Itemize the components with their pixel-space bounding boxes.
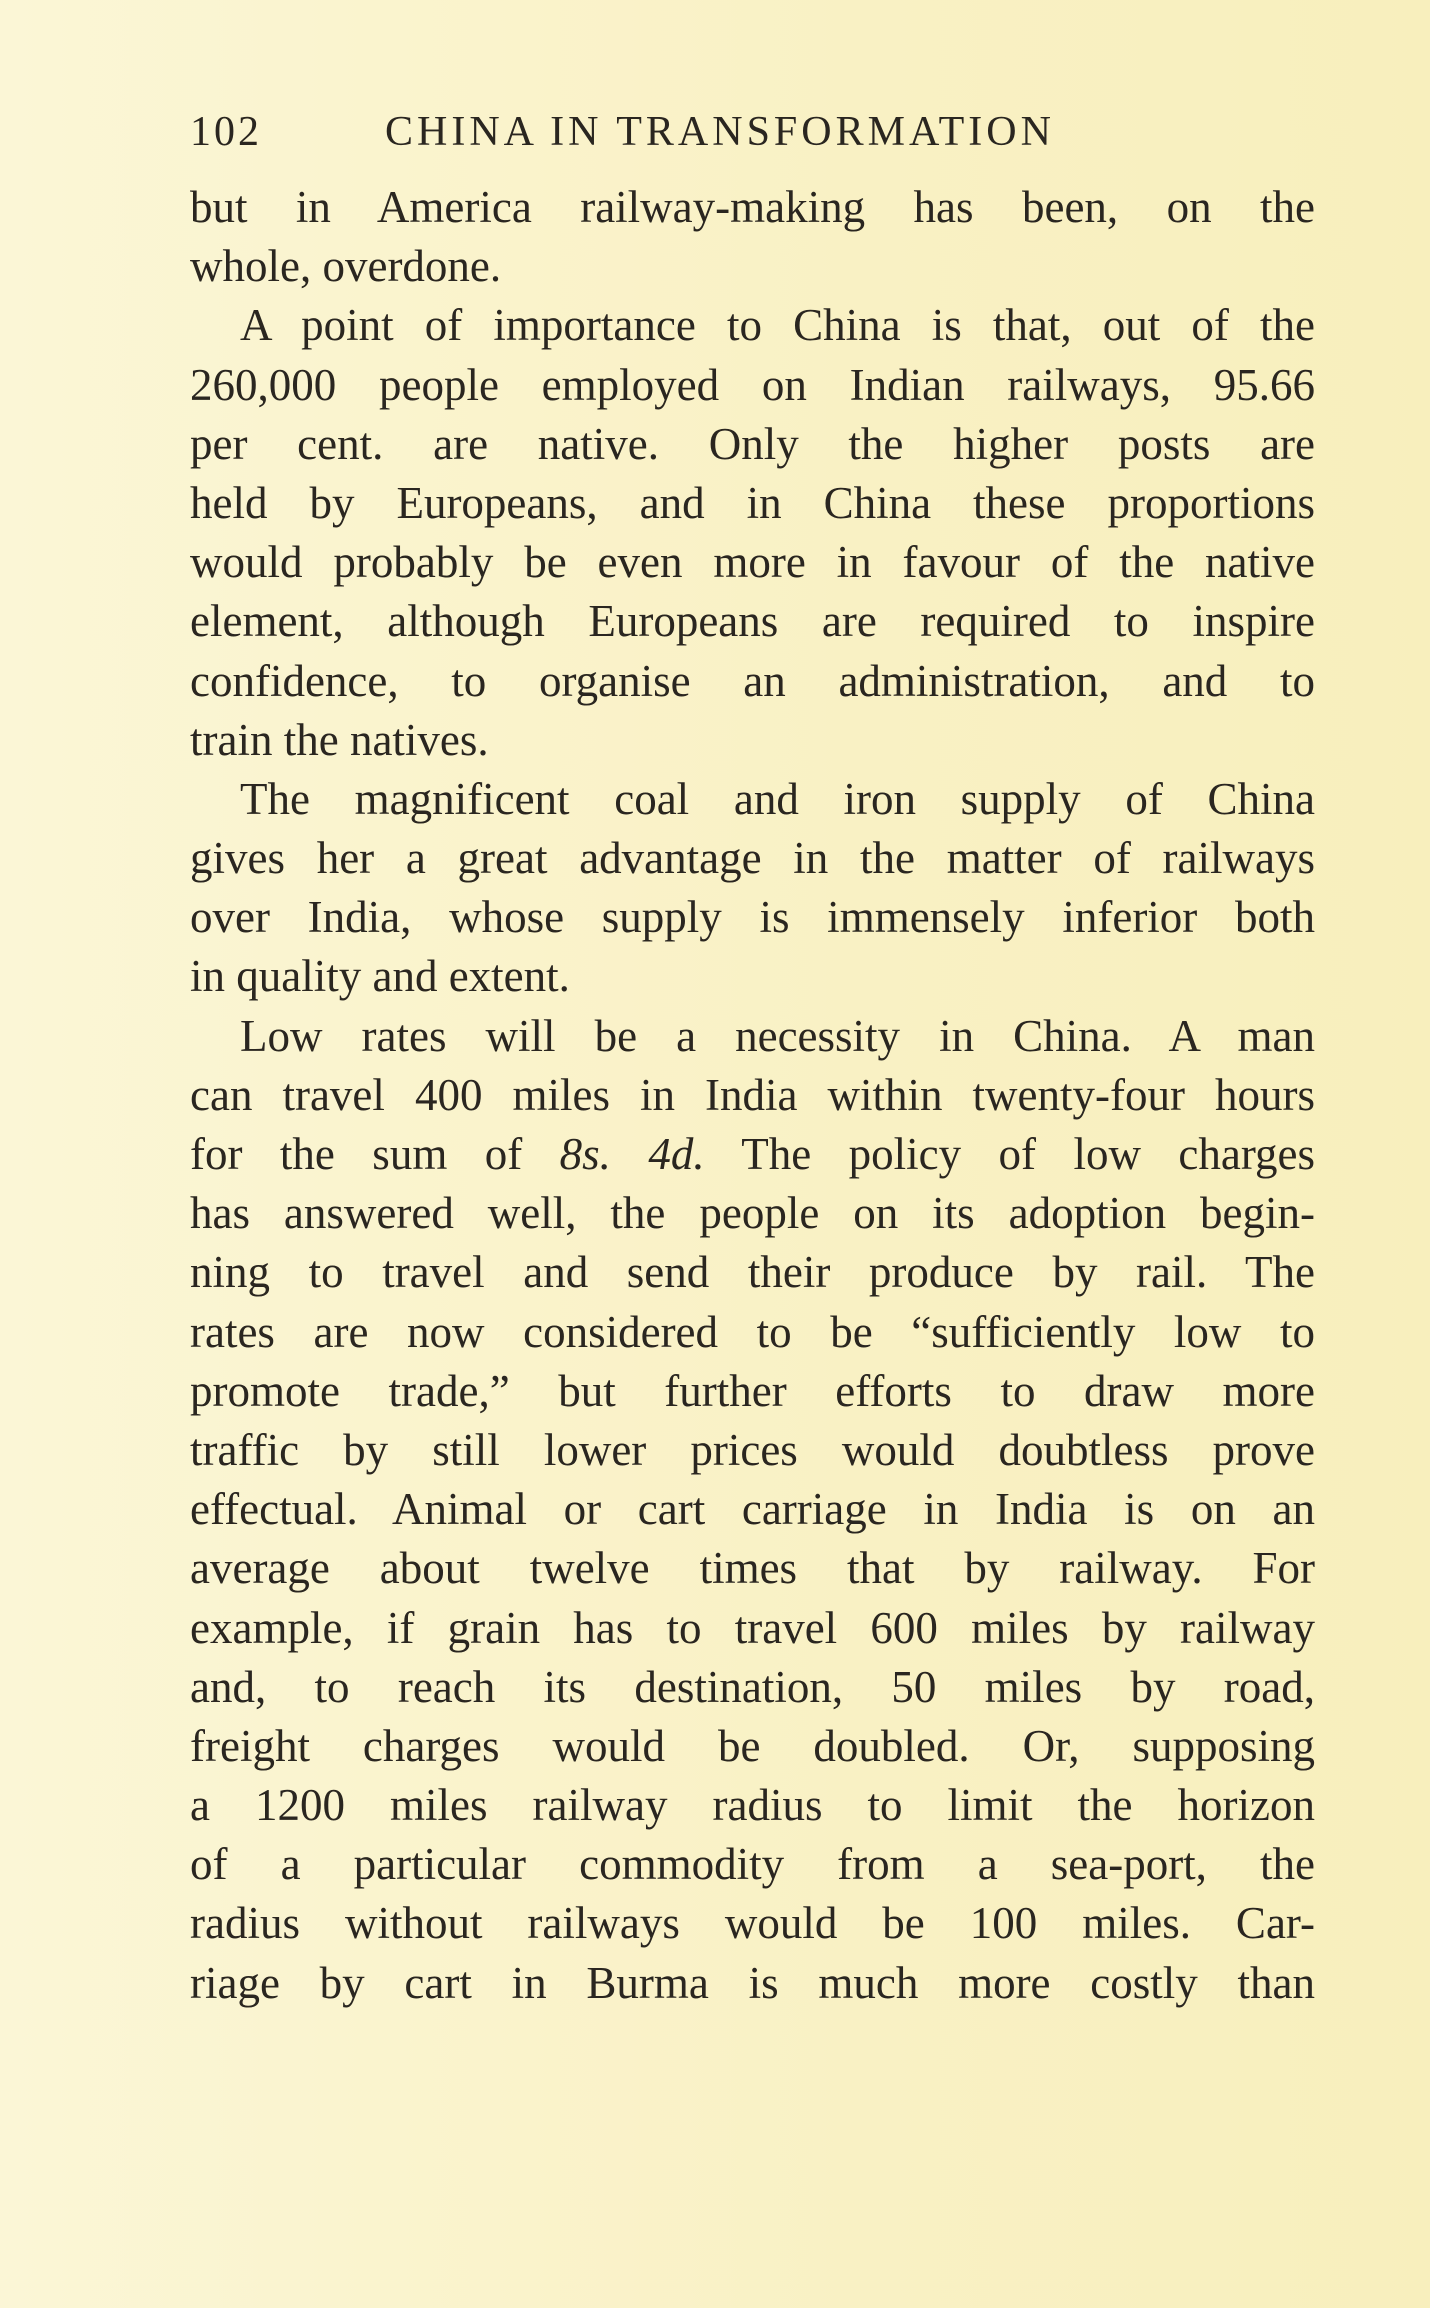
text-fragment: for the sum of — [190, 1129, 560, 1179]
text-line: in quality and extent. — [190, 951, 570, 1002]
text-line: radius without railways would be 100 miles. Car- — [190, 1898, 1315, 1949]
running-title: CHINA IN TRANSFORMATION — [385, 109, 1055, 155]
currency-pence: 4d. — [648, 1129, 705, 1179]
text-fragment: The policy of low charges — [704, 1129, 1315, 1179]
text-line: promote trade,” but further efforts to draw more — [190, 1365, 1315, 1416]
text-line: rates are now considered to be “sufficiently low to — [190, 1306, 1315, 1357]
text-line: 260,000 people employed on Indian railways, 95.66 — [190, 359, 1315, 410]
text-line: but in America railway-making has been, on the — [190, 182, 1315, 232]
text-line: can travel 400 miles in India within twenty-four hours — [190, 1069, 1315, 1120]
text-line: per cent. are native. Only the higher posts are — [190, 418, 1315, 469]
body-text — [190, 178, 1315, 2013]
text-line: and, to reach its destination, 50 miles by road, — [190, 1661, 1315, 1712]
text-line: ning to travel and send their produce by rail. The — [190, 1247, 1315, 1298]
text-line: example, if grain has to travel 600 miles by railway — [190, 1602, 1315, 1653]
text-line: over India, whose supply is immensely inferior both — [190, 892, 1315, 943]
text-line: freight charges would be doubled. Or, supposing — [190, 1720, 1315, 1771]
text-line: has answered well, the people on its adoption begin- — [190, 1188, 1315, 1239]
text-line: held by Europeans, and in China these proportions — [190, 477, 1315, 528]
text-line: of a particular commodity from a sea-port, the — [190, 1839, 1315, 1890]
text-line: gives her a great advantage in the matter of railways — [190, 833, 1315, 884]
text-line: train the natives. — [190, 714, 489, 765]
text-line: A point of importance to China is that, out of the — [240, 300, 1315, 351]
text-line: element, although Europeans are required to inspire — [190, 596, 1315, 647]
page-number: 102 — [190, 109, 262, 155]
text-line: average about twelve times that by railway. For — [190, 1543, 1315, 1594]
text-line: a 1200 miles railway radius to limit the horizon — [190, 1780, 1315, 1831]
text-line-with-currency — [190, 1125, 1315, 1184]
text-line: effectual. Animal or cart carriage in India is on an — [190, 1484, 1315, 1535]
text-line: The magnificent coal and iron supply of China — [240, 773, 1315, 824]
text-line: confidence, to organise an administration, and to — [190, 655, 1315, 706]
page-header — [190, 108, 1290, 168]
text-line: would probably be even more in favour of the native — [190, 537, 1315, 588]
currency-shillings: 8s. — [559, 1129, 611, 1179]
text-line: whole, overdone. — [190, 241, 502, 292]
text-line: traffic by still lower prices would doubtless prove — [190, 1424, 1315, 1475]
text-line: Low rates will be a necessity in China. A man — [240, 1010, 1315, 1061]
text-line: riage by cart in Burma is much more costly than — [190, 1957, 1315, 2008]
